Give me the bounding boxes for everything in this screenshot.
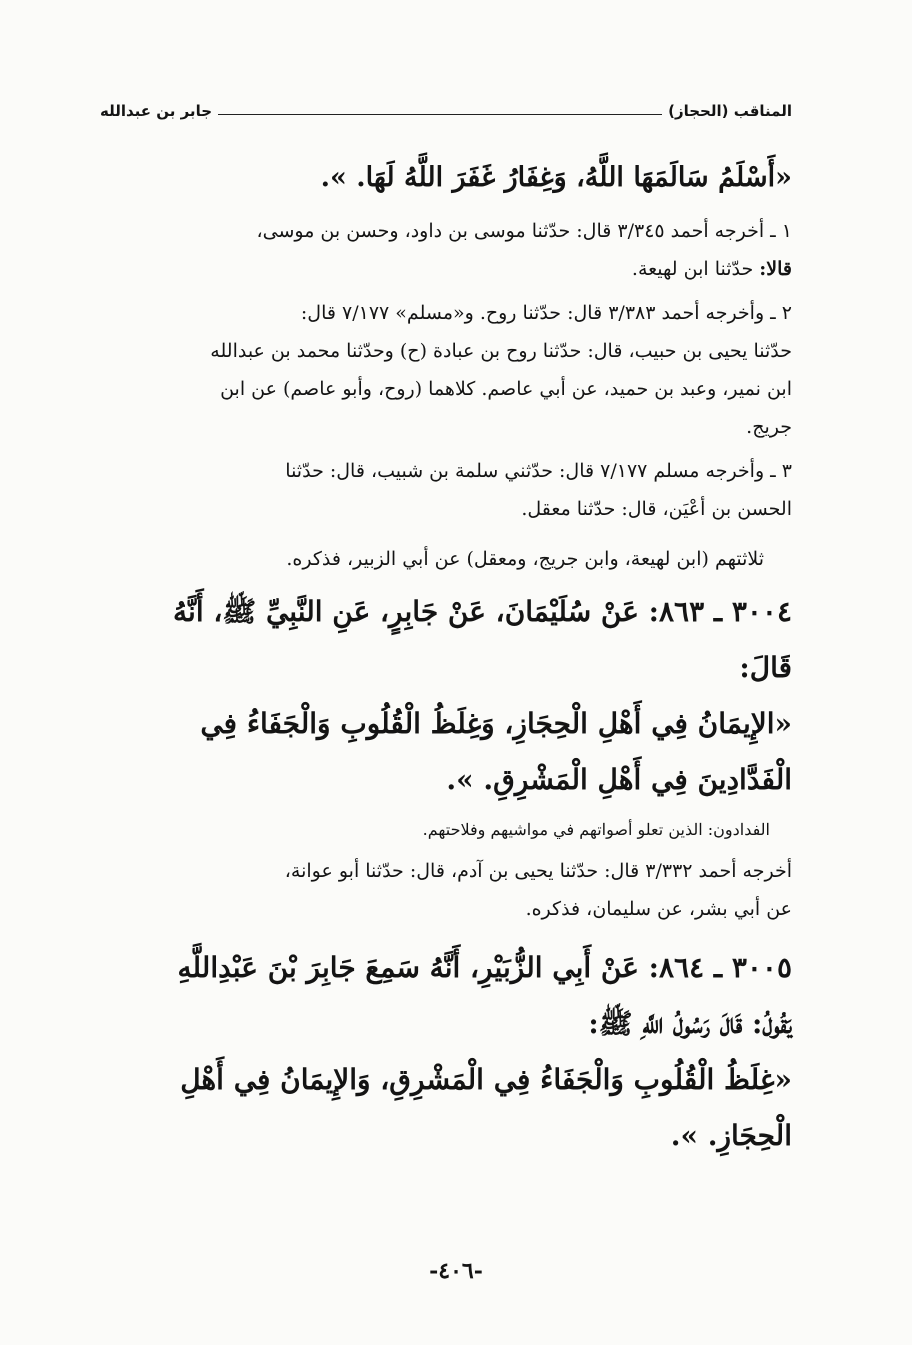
source-2-line-1: ٢ ـ وأخرجه أحمد ٣/٣٨٣ قال: حدّثنا روح. و«مسلم» ٧/١٧٧ قال: xyxy=(300,302,792,324)
page-number: -٤٠٦- xyxy=(429,1258,483,1284)
sources-summary: ثلاثتهم (ابن لهيعة، وابن جريج، ومعقل) عن أبي الزبير، فذكره. xyxy=(286,548,764,570)
hadith-3004-gloss: الفدادون: الذين تعلو أصواتهم في مواشيهم وفلاحتهم. xyxy=(422,820,770,839)
hadith-3005-matn-line-1: «غِلَظُ الْقُلُوبِ وَالْجَفَاءُ فِي الْمَشْرِقِ، وَالإِيمَانُ فِي أَهْلِ xyxy=(180,1063,792,1096)
source-2-line-4: جريج. xyxy=(746,416,792,438)
source-1-line-2 xyxy=(108,250,792,288)
hadith-3005-isnad-line-2: يَقُولُ: قَالَ رَسُولُ اللَّهِ ﷺ: xyxy=(588,1007,792,1040)
hadith-3004-isnad-line-1: ٣٠٠٤ ـ ٨٦٣: عَنْ سُلَيْمَانَ، عَنْ جَابِرٍ، عَنِ النَّبِيِّ ﷺ، أَنَّهُ xyxy=(173,595,792,628)
hadith-text-previous-end: «أَسْلَمُ سَالَمَهَا اللَّهُ، وَغِفَارُ غَفَرَ اللَّهُ لَهَا. ». xyxy=(320,162,792,193)
hadith-3004-source-line-2: عن أبي بشر، عن سليمان، فذكره. xyxy=(525,898,792,920)
source-1-narrator: حدّثنا ابن لهيعة. xyxy=(631,258,760,280)
hadith-3005-matn-line-2: الْحِجَازِ. ». xyxy=(670,1119,792,1152)
source-1-line-1: ١ ـ أخرجه أحمد ٣/٣٤٥ قال: حدّثنا موسى بن داود، وحسن بن موسى، xyxy=(256,220,792,242)
source-2-line-2: حدّثنا يحيى بن حبيب، قال: حدّثنا روح بن عبادة (ح) وحدّثنا محمد بن عبدالله xyxy=(210,340,792,362)
hadith-3005-isnad-line-1: ٣٠٠٥ ـ ٨٦٤: عَنْ أَبِي الزُّبَيْرِ، أَنَّهُ سَمِعَ جَابِرَ بْنَ عَبْدِاللَّهِ xyxy=(177,951,792,984)
hadith-3004-matn-line-2: الْفَدَّادِينَ فِي أَهْلِ الْمَشْرِقِ. ». xyxy=(446,763,792,796)
header-companion-name: جابر بن عبدالله xyxy=(100,102,213,120)
source-3-line-2: الحسن بن أعْيَن، قال: حدّثنا معقل. xyxy=(521,498,792,520)
page-body xyxy=(108,150,792,1164)
running-header xyxy=(100,98,792,124)
header-chapter-title: المناقب (الحجاز) xyxy=(668,102,792,120)
source-1-speakers: قالا: xyxy=(759,258,792,280)
source-2-line-3: ابن نمير، وعبد بن حميد، عن أبي عاصم. كلاهما (روح، وأبو عاصم) عن ابن xyxy=(220,378,792,400)
hadith-3004-matn-line-1: «الإِيمَانُ فِي أَهْلِ الْحِجَازِ، وَغِلَظُ الْقُلُوبِ وَالْجَفَاءُ فِي xyxy=(200,707,792,740)
header-rule xyxy=(218,114,662,115)
hadith-3004-source-line-1: أخرجه أحمد ٣/٣٣٢ قال: حدّثنا يحيى بن آدم، قال: حدّثنا أبو عوانة، xyxy=(284,860,792,882)
hadith-3004-isnad-line-2: قَالَ: xyxy=(739,651,792,684)
source-3-line-1: ٣ ـ وأخرجه مسلم ٧/١٧٧ قال: حدّثني سلمة بن شبيب، قال: حدّثنا xyxy=(285,460,792,482)
